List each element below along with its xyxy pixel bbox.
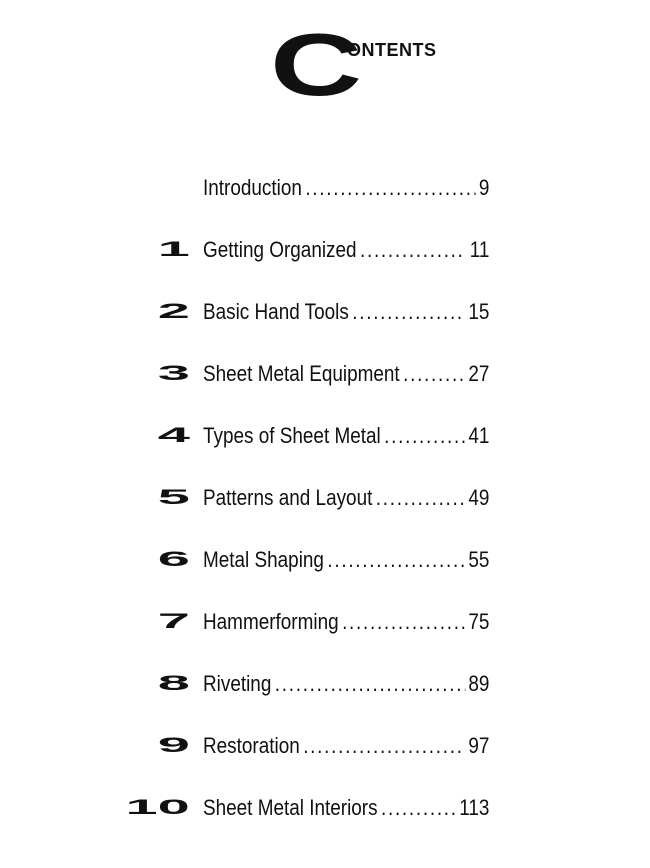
toc-entry-10[interactable] bbox=[0, 788, 650, 828]
chapter-title: Hammerforming bbox=[203, 609, 339, 634]
dot-leader bbox=[342, 608, 465, 636]
toc-entry-introduction[interactable] bbox=[0, 168, 650, 208]
chapter-title: Patterns and Layout bbox=[203, 485, 373, 510]
toc-entry-line bbox=[203, 670, 489, 698]
page-number: 49 bbox=[468, 485, 490, 510]
toc-entry-2[interactable] bbox=[0, 292, 650, 332]
toc-entry-8[interactable] bbox=[0, 664, 650, 704]
chapter-title: Metal Shaping bbox=[203, 547, 324, 572]
chapter-number: 4 bbox=[157, 423, 190, 447]
chapter-number: 1 bbox=[157, 237, 190, 261]
page-number: 27 bbox=[468, 361, 490, 386]
dot-leader bbox=[376, 484, 465, 512]
chapter-title: Basic Hand Tools bbox=[203, 299, 349, 324]
toc-entry-line bbox=[203, 732, 489, 760]
dot-leader bbox=[327, 546, 464, 574]
page-number: 113 bbox=[459, 795, 490, 820]
dot-leader bbox=[381, 794, 456, 822]
toc-entry-line bbox=[203, 422, 489, 450]
chapter-number: 8 bbox=[157, 671, 190, 695]
heading-initial: C bbox=[270, 15, 363, 114]
page-number: 75 bbox=[468, 609, 490, 634]
chapter-title: Riveting bbox=[203, 671, 272, 696]
chapter-title: Introduction bbox=[203, 175, 302, 200]
chapter-number: 3 bbox=[157, 361, 190, 385]
chapter-title: Sheet Metal Equipment bbox=[203, 361, 400, 386]
toc-entry-5[interactable] bbox=[0, 478, 650, 518]
toc-entry-line bbox=[203, 298, 489, 326]
toc-entry-line bbox=[203, 236, 489, 264]
page-number: 41 bbox=[468, 423, 490, 448]
toc-entry-line bbox=[203, 484, 489, 512]
chapter-title: Sheet Metal Interiors bbox=[203, 795, 378, 820]
chapter-number: 7 bbox=[157, 609, 190, 633]
dot-leader bbox=[384, 422, 465, 450]
toc-entry-4[interactable] bbox=[0, 416, 650, 456]
dot-leader bbox=[275, 670, 465, 698]
page-number: 9 bbox=[478, 175, 490, 200]
page-number: 15 bbox=[468, 299, 490, 324]
chapter-number: 6 bbox=[157, 547, 190, 571]
contents-heading bbox=[270, 15, 470, 114]
dot-leader bbox=[352, 298, 465, 326]
chapter-number: 10 bbox=[125, 795, 190, 819]
toc-entry-line bbox=[203, 174, 489, 202]
toc-entry-3[interactable] bbox=[0, 354, 650, 394]
toc-entry-line bbox=[203, 794, 489, 822]
heading-rest: ONTENTS bbox=[347, 40, 437, 60]
chapter-title: Getting Organized bbox=[203, 237, 357, 262]
page-number: 89 bbox=[468, 671, 490, 696]
dot-leader bbox=[360, 236, 466, 264]
dot-leader bbox=[305, 174, 475, 202]
toc-entry-6[interactable] bbox=[0, 540, 650, 580]
page-number: 55 bbox=[468, 547, 490, 572]
toc-entry-line bbox=[203, 608, 489, 636]
toc-entry-line bbox=[203, 360, 489, 388]
chapter-title: Types of Sheet Metal bbox=[203, 423, 381, 448]
chapter-number: 5 bbox=[157, 485, 190, 509]
page-number: 11 bbox=[469, 237, 490, 262]
chapter-number: 9 bbox=[157, 733, 190, 757]
toc-entry-line bbox=[203, 546, 489, 574]
toc-entry-9[interactable] bbox=[0, 726, 650, 766]
toc-entry-7[interactable] bbox=[0, 602, 650, 642]
dot-leader bbox=[403, 360, 465, 388]
toc-entry-1[interactable] bbox=[0, 230, 650, 270]
chapter-number: 2 bbox=[157, 299, 190, 323]
page-number: 97 bbox=[468, 733, 490, 758]
dot-leader bbox=[303, 732, 465, 760]
chapter-title: Restoration bbox=[203, 733, 300, 758]
